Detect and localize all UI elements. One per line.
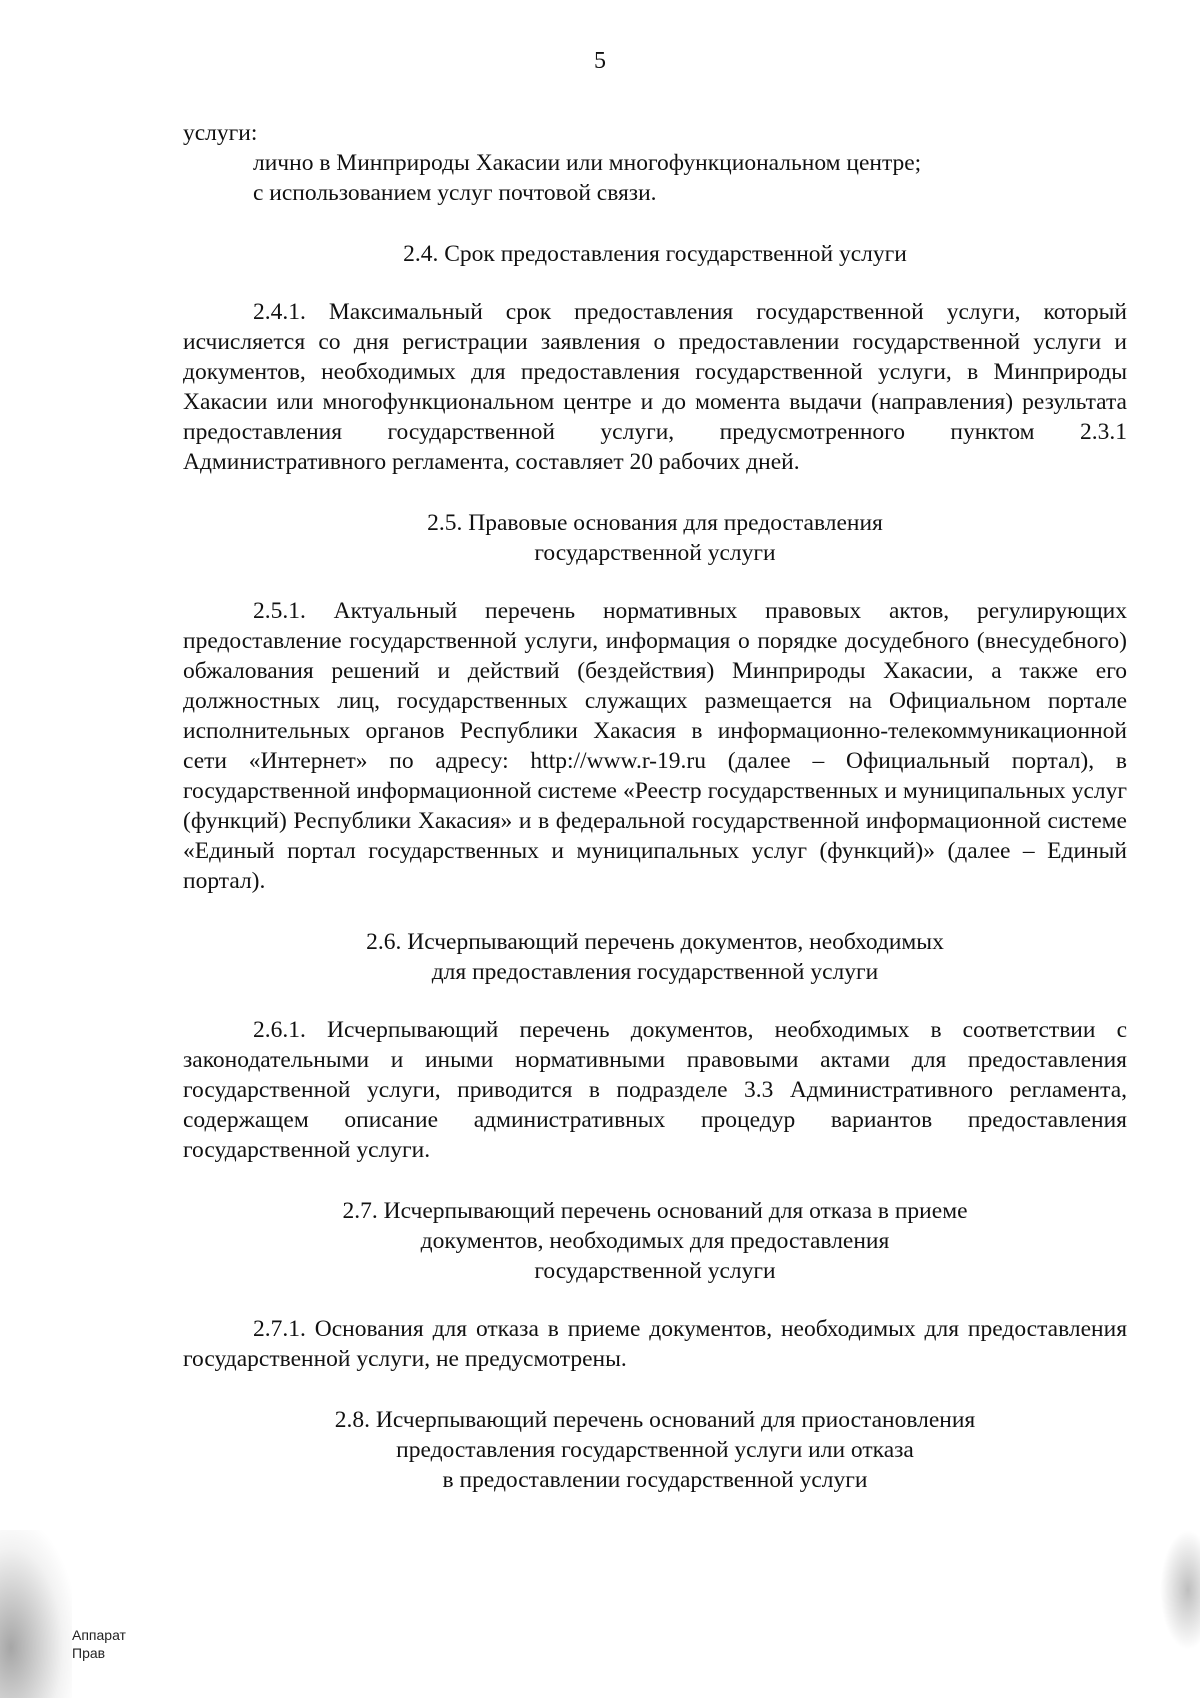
paragraph-2-7-1: 2.7.1. Основания для отказа в приеме документов, необходимых для предоставления государственной услуги, не предусмотрены.: [183, 1316, 1127, 1372]
paragraph-2-4-1: 2.4.1. Максимальный срок предоставления государственной услуги, который исчисляется со дня регистрации заявления о предоставлении государственной услуги и документов, необходимых для предоставления государственной услуги, в Минприроды Хакасии или многофункциональном центре и до момента выдачи (направления) результата предоставления государственной услуги, предусмотренного пунктом 2.3.1 Административного регламента, составляет 20 рабочих дней.: [183, 299, 1127, 475]
heading-line: для предоставления государственной услуги: [431, 959, 879, 985]
heading-line: документов, необходимых для предоставления: [420, 1228, 890, 1254]
stamp: [72, 1626, 126, 1662]
section-heading-2-5: [183, 508, 1127, 568]
intro-list-item: лично в Минприроды Хакасии или многофункциональном центре;: [253, 150, 922, 176]
paragraph-2-6-1: 2.6.1. Исчерпывающий перечень документов, необходимых в соответствии с законодательными и иными нормативными правовыми актами для предоставления государственной услуги, приводится в подразделе 3.3 Административного регламента, содержащем описание административных процедур вариантов предоставления государственной услуги.: [183, 1017, 1127, 1163]
heading-line: в предоставлении государственной услуги: [442, 1467, 868, 1493]
stamp-line: Аппарат: [72, 1627, 126, 1643]
scan-artifact-left: [0, 1530, 72, 1698]
section-heading-2-8: [183, 1405, 1127, 1495]
scan-artifact-right: [1160, 1530, 1200, 1650]
document-body: [183, 118, 1127, 1523]
heading-line: государственной услуги: [534, 1258, 776, 1284]
section-heading-2-4: [183, 239, 1127, 269]
heading-line: государственной услуги: [534, 540, 776, 566]
section-heading-2-7: [183, 1196, 1127, 1286]
heading-line: 2.4. Срок предоставления государственной услуги: [403, 241, 907, 267]
intro-line: услуги:: [183, 120, 258, 146]
section-heading-2-6: [183, 927, 1127, 987]
heading-line: 2.6. Исчерпывающий перечень документов, необходимых: [366, 929, 944, 955]
page-number: 5: [594, 48, 606, 74]
paragraph-2-5-1: 2.5.1. Актуальный перечень нормативных правовых актов, регулирующих предоставление государственной услуги, информация о порядке досудебного (внесудебного) обжалования решений и действий (бездействия) Минприроды Хакасии, а также его должностных лиц, государственных служащих размещается на Официальном портале исполнительных органов Республики Хакасия в информационно-телекоммуникационной сети «Интернет» по адресу: http://www.r-19.ru (далее – Официальный портал), в государственной информационной системе «Реестр государственных и муниципальных услуг (функций) Республики Хакасия» и в федеральной государственной информационной системе «Единый портал государственных и муниципальных услуг (функций)» (далее – Единый портал).: [183, 598, 1127, 894]
intro-block: [183, 118, 1127, 208]
intro-list-item: с использованием услуг почтовой связи.: [253, 180, 657, 206]
heading-line: 2.5. Правовые основания для предоставления: [427, 510, 883, 536]
stamp-line: Прав: [72, 1645, 106, 1661]
heading-line: 2.7. Исчерпывающий перечень оснований для отказа в приеме: [342, 1198, 968, 1224]
heading-line: 2.8. Исчерпывающий перечень оснований для приостановления: [334, 1407, 976, 1433]
heading-line: предоставления государственной услуги или отказа: [396, 1437, 914, 1463]
